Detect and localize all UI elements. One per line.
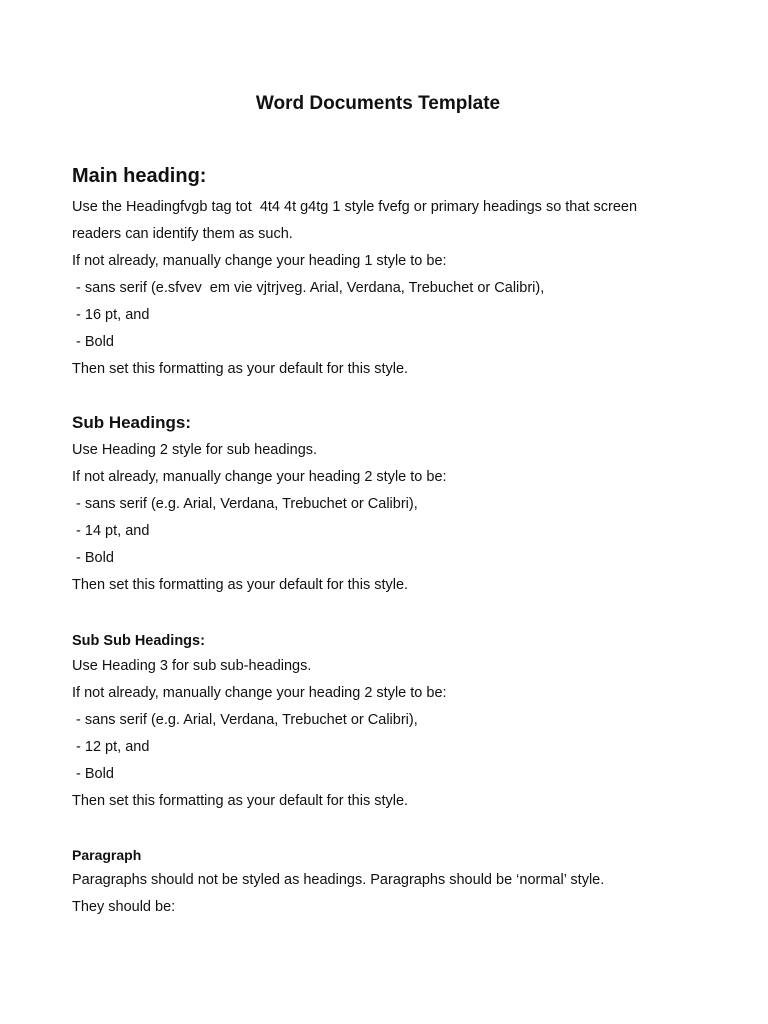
document-title: Word Documents Template: [255, 93, 501, 114]
list-item: - 14 pt, and: [72, 523, 150, 539]
sub-sub-heading: Sub Sub Headings:: [72, 633, 205, 649]
section-sub-sub-headings: [72, 630, 712, 815]
sub-heading: Sub Headings:: [72, 413, 192, 432]
body-line: They should be:: [72, 899, 176, 915]
body-line: If not already, manually change your heading 1 style to be:: [72, 253, 447, 269]
list-item: - sans serif (e.g. Arial, Verdana, Trebuchet or Calibri),: [72, 496, 418, 512]
main-heading: Main heading:: [72, 165, 207, 187]
list-item: - 16 pt, and: [72, 307, 150, 323]
body-line: Then set this formatting as your default for this style.: [72, 361, 409, 377]
body-line: readers can identify them as such.: [72, 226, 293, 242]
list-item: - Bold: [72, 550, 114, 566]
list-item: - sans serif (e.g. Arial, Verdana, Trebuchet or Calibri),: [72, 712, 418, 728]
body-line: Use Heading 3 for sub sub-headings.: [72, 658, 312, 674]
body-line: Use the Headingfvgb tag tot 4t4 4t g4tg 1 style fvefg or primary headings so that screen: [72, 199, 638, 215]
list-item: - 12 pt, and: [72, 739, 150, 755]
body-line: Then set this formatting as your default for this style.: [72, 793, 409, 809]
body-line: Then set this formatting as your default for this style.: [72, 577, 409, 593]
paragraph-heading: Paragraph: [72, 847, 142, 863]
body-line: Use Heading 2 style for sub headings.: [72, 442, 318, 458]
body-line: If not already, manually change your heading 2 style to be:: [72, 469, 447, 485]
section-sub-headings: [72, 411, 712, 599]
body-line: Paragraphs should not be styled as headings. Paragraphs should be ‘normal’ style.: [72, 872, 605, 888]
list-item: - sans serif (e.sfvev em vie vjtrjveg. Arial, Verdana, Trebuchet or Calibri),: [72, 280, 545, 296]
body-line: If not already, manually change your heading 2 style to be:: [72, 685, 447, 701]
section-paragraph: [72, 845, 712, 921]
list-item: - Bold: [72, 766, 114, 782]
section-main-heading: [72, 162, 712, 383]
list-item: - Bold: [72, 334, 114, 350]
